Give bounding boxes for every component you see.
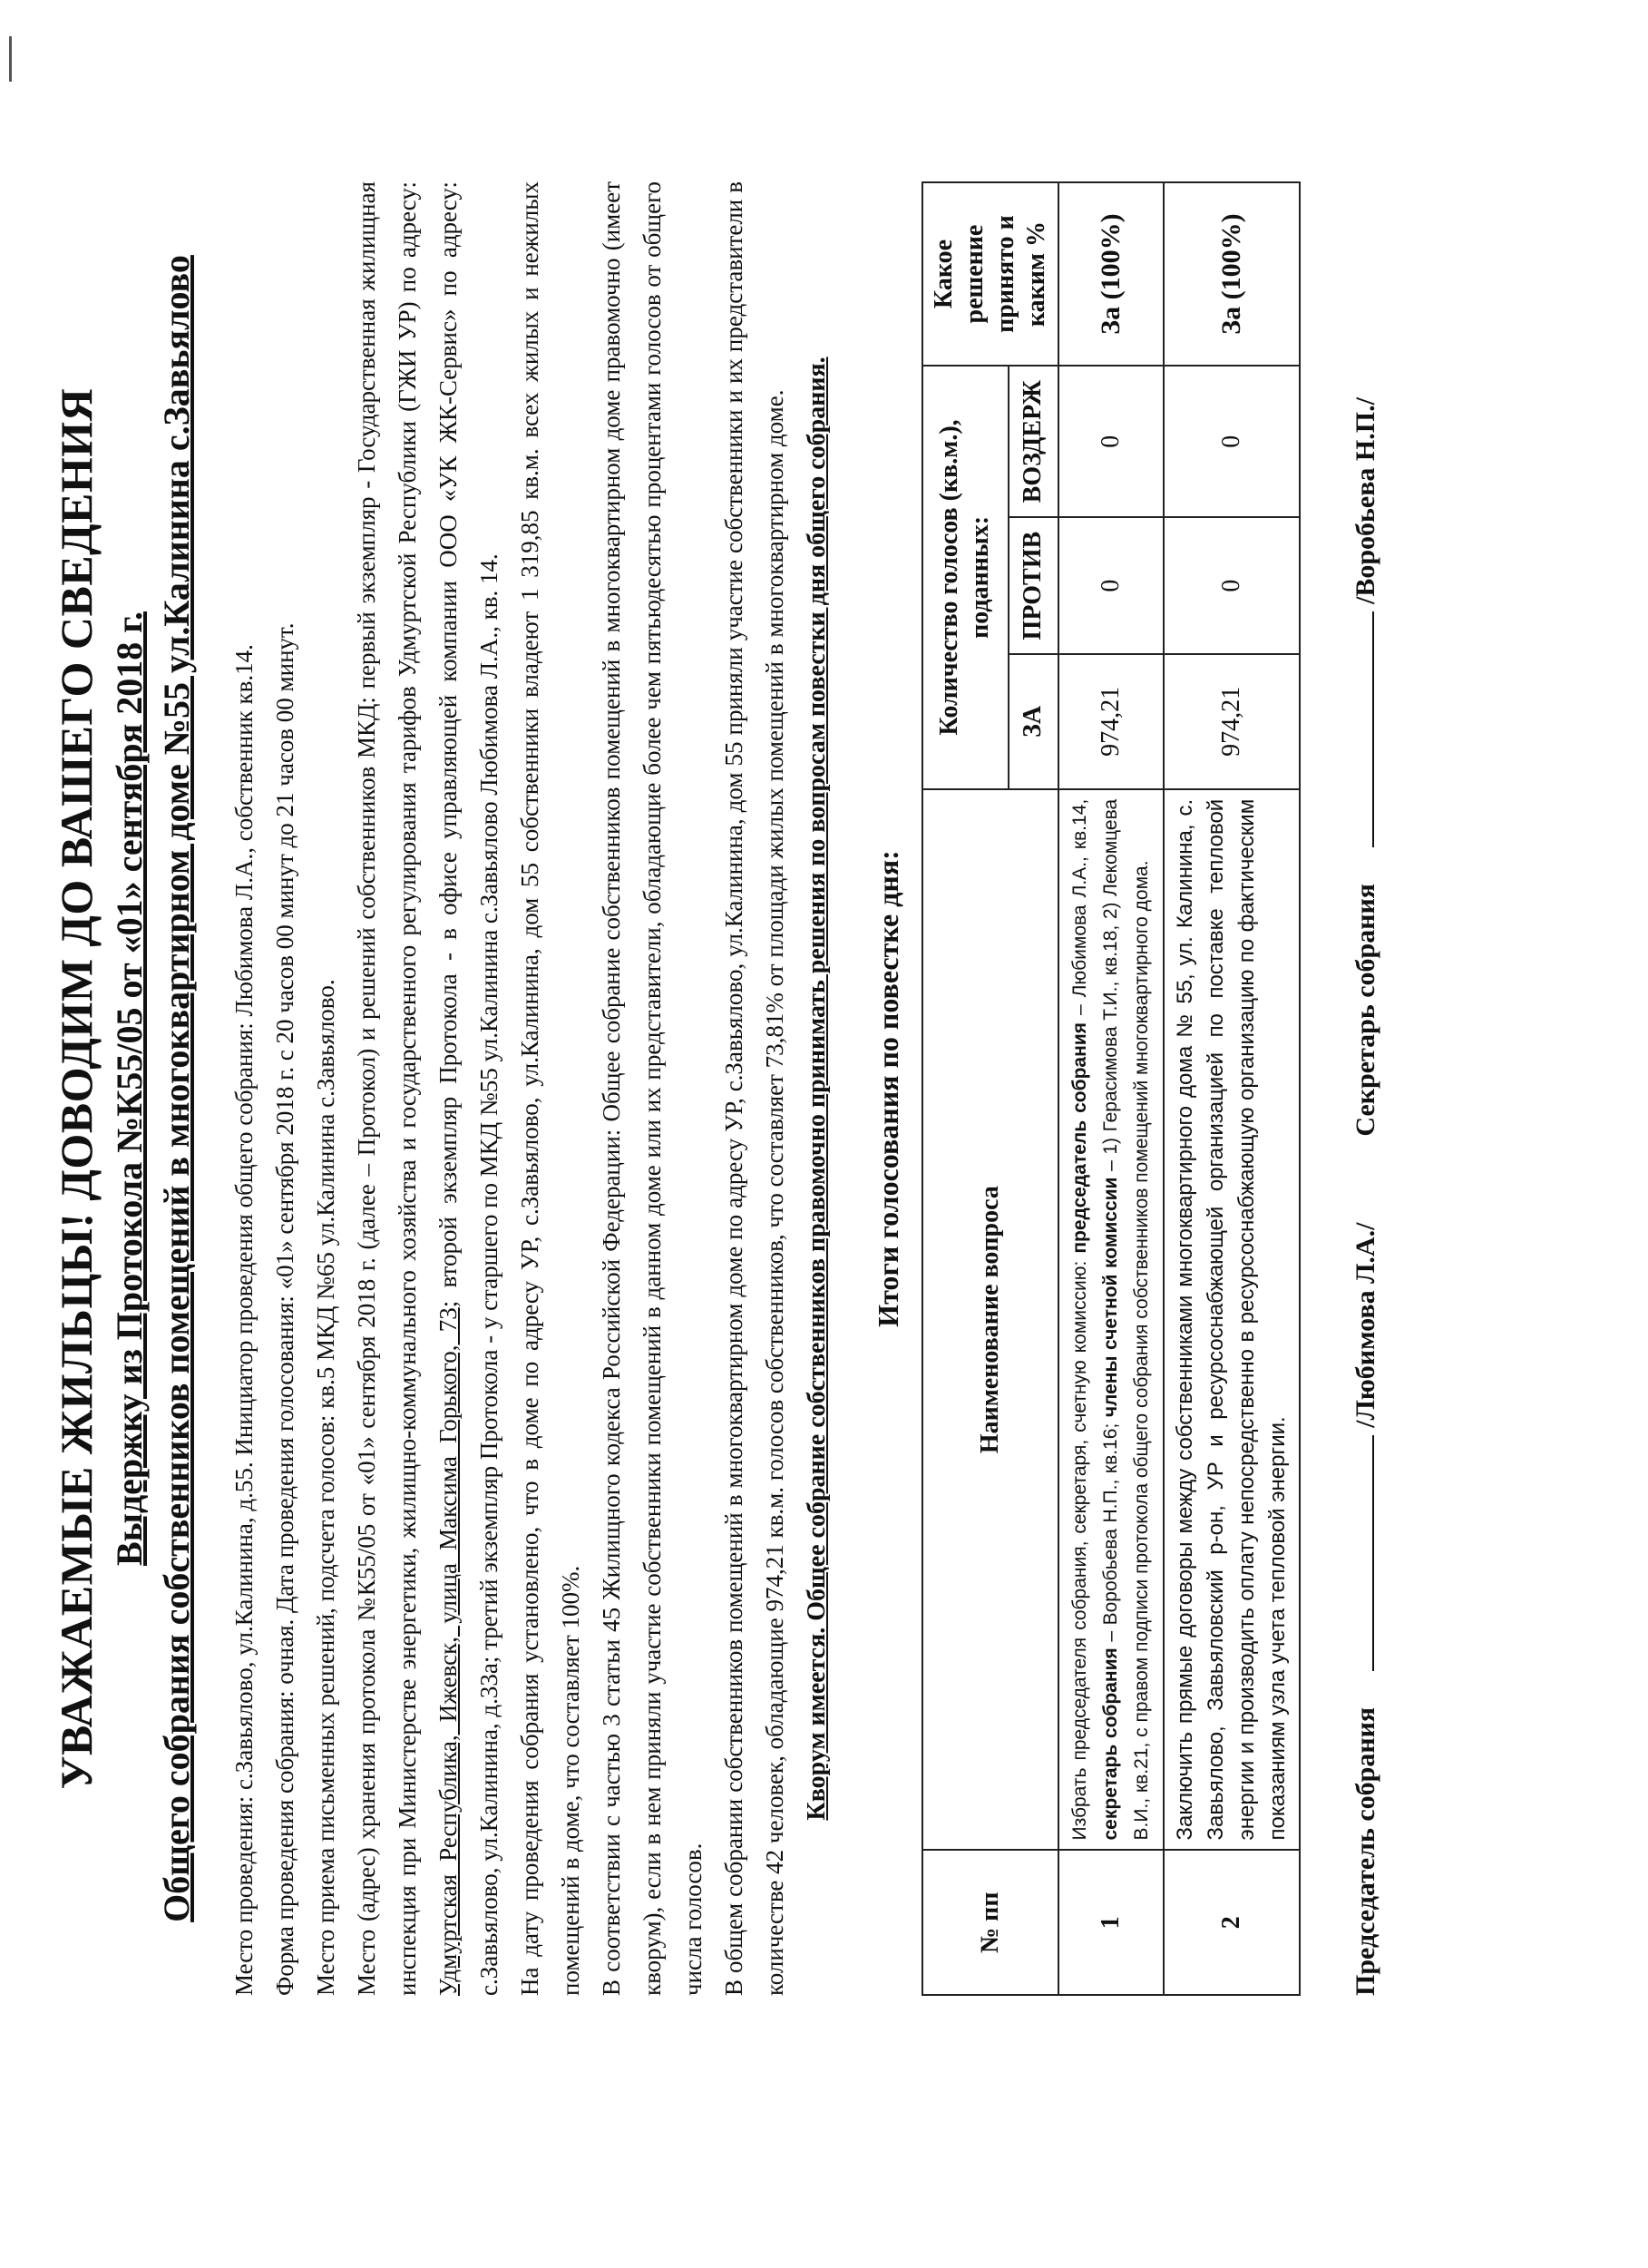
header-votes: Количество голосов (кв.м.), поданных:	[922, 366, 1009, 789]
header-num: № пп	[922, 1851, 1058, 1996]
question-text: – Воробьева Н.П., кв.16;	[1100, 1417, 1121, 1648]
row-num: 1	[1058, 1851, 1164, 1996]
meeting-subtitle: Общего собрания собственников помещений в многоквартирном доме №55 ул.Калинина с.Завьялово	[156, 255, 197, 1922]
meeting-place: Место проведения: с.Завьялово, ул.Калинина, д.55. Инициатор проведения общего собрания: Любимова Л.А., собственник кв.14.	[230, 644, 258, 1996]
secretary-label: Секретарь собрания	[1351, 883, 1380, 1137]
row-vozderzh: 0	[1164, 366, 1300, 517]
storage-text-b: ; второй экземпляр Протокола - в офисе управляющей компании ООО «УК ЖК-Сервис» по адресу: с.Завьялово, ул.Калинина, д.33а; третий экземпляр Протокола - у старшего по МКД №55 ул.Калинина с.Завьялово Любимова Л.А., кв. 14.	[434, 181, 502, 1996]
row-vozderzh: 0	[1058, 366, 1164, 517]
attendance: В общем собрании собственников помещений в многоквартирном доме по адресу УР, с.Завьялово, ул.Калинина, дом 55 приняли участие собственники и их представители в количестве 42 человек, обладающие 974,21 кв.м. голосов собственников, что составляет 73,81% от площади жилых помещений в многоквартирном доме.	[720, 181, 788, 1996]
meeting-form: Форма проведения собрания: очная. Дата проведения голосования: «01» сентября 2018 г. с 20 часов 00 минут до 21 часов 00 минут.	[271, 622, 298, 1996]
law-reference: В соответствии с частью 3 статьи 45 Жилищного кодекса Российской Федерации: Общее собрание собственников помещений в многоквартирном доме правомочно (имеет кворум), если в нем приняли участие собственники помещений в данном доме или их представители, обладающие более чем пятьюдесятью процентами голосов от общего числа голосов.	[598, 181, 707, 1996]
row-protiv: 0	[1058, 517, 1164, 654]
secretary-signature-line	[1372, 611, 1374, 847]
header-vozderzh: ВОЗДЕРЖ	[1009, 366, 1058, 517]
question-chair-label: председатель собрания	[1069, 1022, 1090, 1254]
header-za: ЗА	[1009, 654, 1058, 789]
header-result: Какое решение принято и каким %	[922, 182, 1058, 366]
ownership-count: На дату проведения собрания установлено, что в доме по адресу УР, с.Завьялово, ул.Калинина, дом 55 собственники владеют 1 319,85 кв.м. всех жилых и нежилых помещений в доме, что составляет 100%.	[516, 181, 584, 1996]
row-num: 2	[1164, 1851, 1300, 1996]
question-commission-label: члены счетной комиссии	[1100, 1177, 1121, 1418]
question-text: – Любимова Л.А., кв.14,	[1069, 798, 1090, 1023]
question-text: – 1) Герасимова Т.И., кв.18, 2) Лекомцева В.И., кв.21, с правом подписи протокола общего собрания собственников помещений многоквартирного дома.	[1100, 798, 1152, 1841]
table-row	[1164, 182, 1300, 1995]
row-question: Заключить прямые договоры между собственниками многоквартирного дома № 55, ул. Калинина, с. Завьялово, Завьяловский р-он, УР и ресурсоснабжающей организацией по поставке тепловой энергии и производить оплату непосредственно в ресурсоснабжающую организацию по фактическим показаниям узла учета тепловой энергии.	[1164, 789, 1300, 1851]
signatures	[1351, 181, 1381, 1996]
protocol-subtitle: Выдержку из Протокола №К55/05 от «01» сентября 2018 г.	[109, 611, 150, 1566]
chair-signature-line	[1372, 1435, 1374, 1671]
secretary-name: /Воробьева Н.П./	[1351, 397, 1380, 604]
notice-title: УВАЖАЕМЫЕ ЖИЛЬЦЫ! ДОВОДИМ ДО ВАШЕГО СВЕДЕНИЯ	[51, 387, 102, 1790]
row-za: 974,21	[1058, 654, 1164, 789]
table-row	[1058, 182, 1164, 1995]
votes-table	[922, 181, 1301, 1996]
question-text: Избрать председателя собрания, секретаря, счетную комиссию:	[1069, 1253, 1090, 1841]
header-question: Наименование вопроса	[922, 789, 1058, 1851]
document-content	[50, 181, 1381, 1996]
storage-text-a: Место (адрес) хранения протокола №К55/05 от «01» сентября 2018 г. (далее – Протокол) и решений собственников МКД: первый экземпляр - Государственная жилищная инспекция при Министерстве энергетики, жилищно-коммунального хозяйства и государственного регулирования тарифов Удмуртской Республики (ГЖИ УР) по адресу:	[353, 181, 421, 1996]
quorum-statement: Кворум имеется. Общее собрание собственников правомочно принимать решения по вопросам повестки дня общего собрания.	[803, 357, 831, 1821]
storage-address: Удмуртская Республика, Ижевск, улица Максима Горького, 73	[434, 1307, 462, 1996]
reception-place: Место приема письменных решений, подсчета голосов: кв.5 МКД №65 ул.Калинина с.Завьялово.	[312, 979, 339, 1996]
row-protiv: 0	[1164, 517, 1300, 654]
row-result: За (100%)	[1058, 182, 1164, 366]
chair-name: /Любимова Л.А./	[1351, 1222, 1380, 1428]
question-secretary-label: секретарь собрания	[1100, 1647, 1121, 1841]
row-question	[1058, 789, 1164, 1851]
results-title: Итоги голосования по повестке дня:	[872, 850, 904, 1327]
row-za: 974,21	[1164, 654, 1300, 789]
row-result: За (100%)	[1164, 182, 1300, 366]
header-protiv: ПРОТИВ	[1009, 517, 1058, 654]
chair-label: Председатель собрания	[1351, 1706, 1380, 1996]
scan-mark	[9, 36, 12, 82]
storage-place	[346, 181, 510, 1996]
table-header-row	[922, 182, 1009, 1995]
